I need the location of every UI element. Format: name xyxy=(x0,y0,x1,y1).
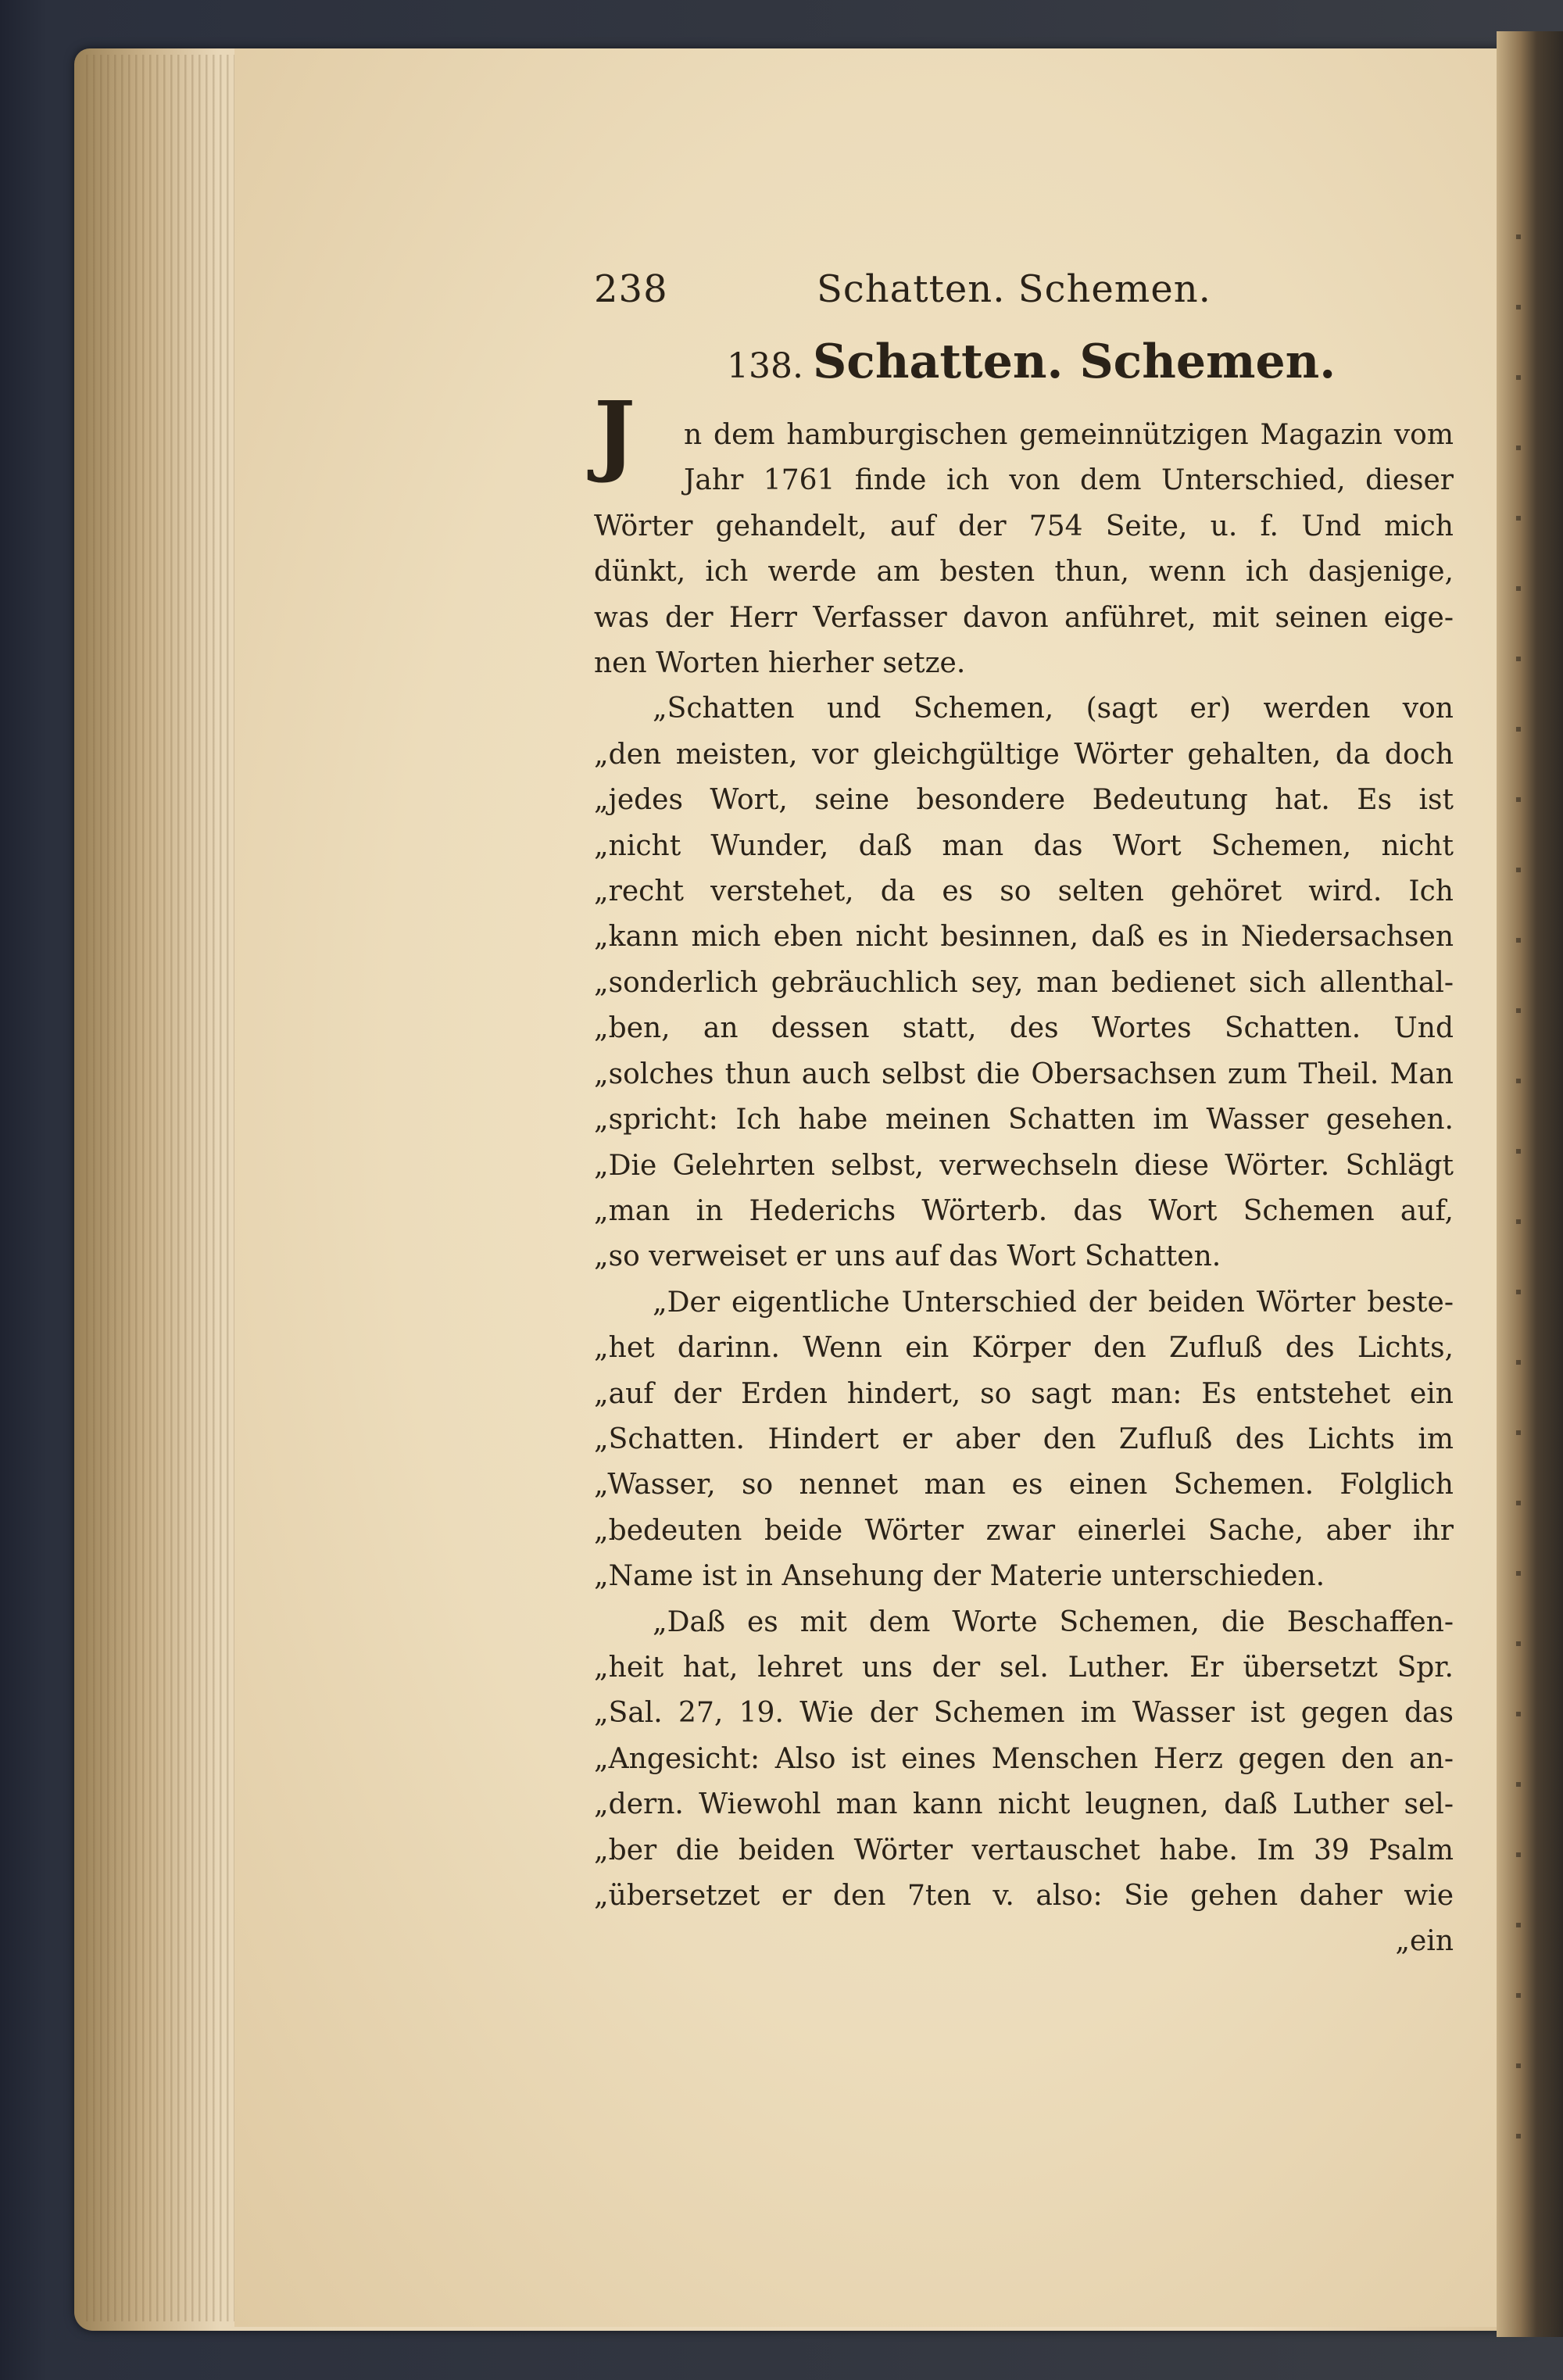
text-line: „Daß es mit dem Worte Schemen, die Beschaffen- xyxy=(653,1605,1454,1638)
text-line: „Angesicht: Also ist eines Menschen Herz gegen den an- xyxy=(594,1742,1454,1775)
text-line: „solches thun auch selbst die Obersachsen zum Theil. Man xyxy=(594,1058,1454,1090)
text-line: „ber die beiden Wörter vertauschet habe. Im 39 Psalm xyxy=(594,1834,1454,1866)
text-line: „recht verstehet, da es so selten gehöret wird. Ich xyxy=(594,875,1454,908)
text-line: „het darinn. Wenn ein Körper den Zufluß des Lichts, xyxy=(594,1332,1454,1365)
running-title: Schatten. Schemen. xyxy=(817,267,1211,311)
stitching xyxy=(1516,234,1521,2189)
book-gutter xyxy=(1497,31,1563,2337)
text-line: „den meisten, vor gleichgültige Wörter gehalten, da doch xyxy=(594,738,1454,771)
text-line: „jedes Wort, seine besondere Bedeutung hat. Es ist xyxy=(594,784,1454,817)
text-line: „so verweiset er uns auf das Wort Schatten. xyxy=(594,1240,1221,1273)
text-line: „Sal. 27, 19. Wie der Schemen im Wasser ist gegen das xyxy=(594,1697,1454,1730)
catchword: „ein xyxy=(1395,1925,1454,1958)
text-line: was der Herr Verfasser davon anführet, mit seinen eige- xyxy=(594,601,1454,634)
page-number: 238 xyxy=(594,267,668,311)
text-line: „Schatten. Hindert er aber den Zufluß des Lichts im xyxy=(594,1423,1454,1455)
text-line: Jahr 1761 finde ich von dem Unterschied, dieser xyxy=(684,464,1454,497)
drop-initial: J xyxy=(594,383,635,485)
text-line: „auf der Erden hindert, so sagt man: Es entstehet ein xyxy=(594,1377,1454,1410)
text-line: „bedeuten beide Wörter zwar einerlei Sache, aber ihr xyxy=(594,1514,1454,1547)
text-line: „sonderlich gebräuchlich sey, man bedienet sich allenthal- xyxy=(594,966,1454,999)
text-line: nen Worten hierher setze. xyxy=(594,647,966,680)
text-line: Wörter gehandelt, auf der 754 Seite, u. f. Und mich xyxy=(594,510,1454,542)
text-line: „übersetzet er den 7ten v. also: Sie gehen daher wie xyxy=(594,1880,1454,1912)
text-line: „nicht Wunder, daß man das Wort Schemen, nicht xyxy=(594,829,1454,862)
text-line: „Name ist in Ansehung der Materie unterschieden. xyxy=(594,1560,1325,1593)
text-line: „kann mich eben nicht besinnen, daß es in Niedersachsen xyxy=(594,921,1454,954)
text-line: „Schatten und Schemen, (sagt er) werden von xyxy=(653,693,1454,725)
text-line: „man in Hederichs Wörterb. das Wort Schemen auf, xyxy=(594,1194,1454,1227)
text-line: „spricht: Ich habe meinen Schatten im Wasser gesehen. xyxy=(594,1104,1454,1136)
text-line: „dern. Wiewohl man kann nicht leugnen, daß Luther sel- xyxy=(594,1788,1454,1821)
running-head xyxy=(594,258,1454,320)
section-number: 138. xyxy=(727,346,803,386)
section-title: Schatten. Schemen. xyxy=(812,335,1336,389)
text-line: dünkt, ich werde am besten thun, wenn ich dasjenige, xyxy=(594,556,1454,589)
text-line: „Der eigentliche Unterschied der beiden Wörter beste- xyxy=(653,1286,1454,1319)
text-line: n dem hamburgischen gemeinnützigen Magazin vom xyxy=(684,419,1454,451)
text-line: „ben, an dessen statt, des Wortes Schatten. Und xyxy=(594,1012,1454,1045)
text-line: „Wasser, so nennet man es einen Schemen. Folglich xyxy=(594,1469,1454,1501)
section-heading xyxy=(727,327,1454,402)
text-block xyxy=(594,258,1454,1964)
text-line: „heit hat, lehret uns der sel. Luther. Er übersetzt Spr. xyxy=(594,1651,1454,1684)
text-line: „Die Gelehrten selbst, verwechseln diese Wörter. Schlägt xyxy=(594,1149,1454,1182)
